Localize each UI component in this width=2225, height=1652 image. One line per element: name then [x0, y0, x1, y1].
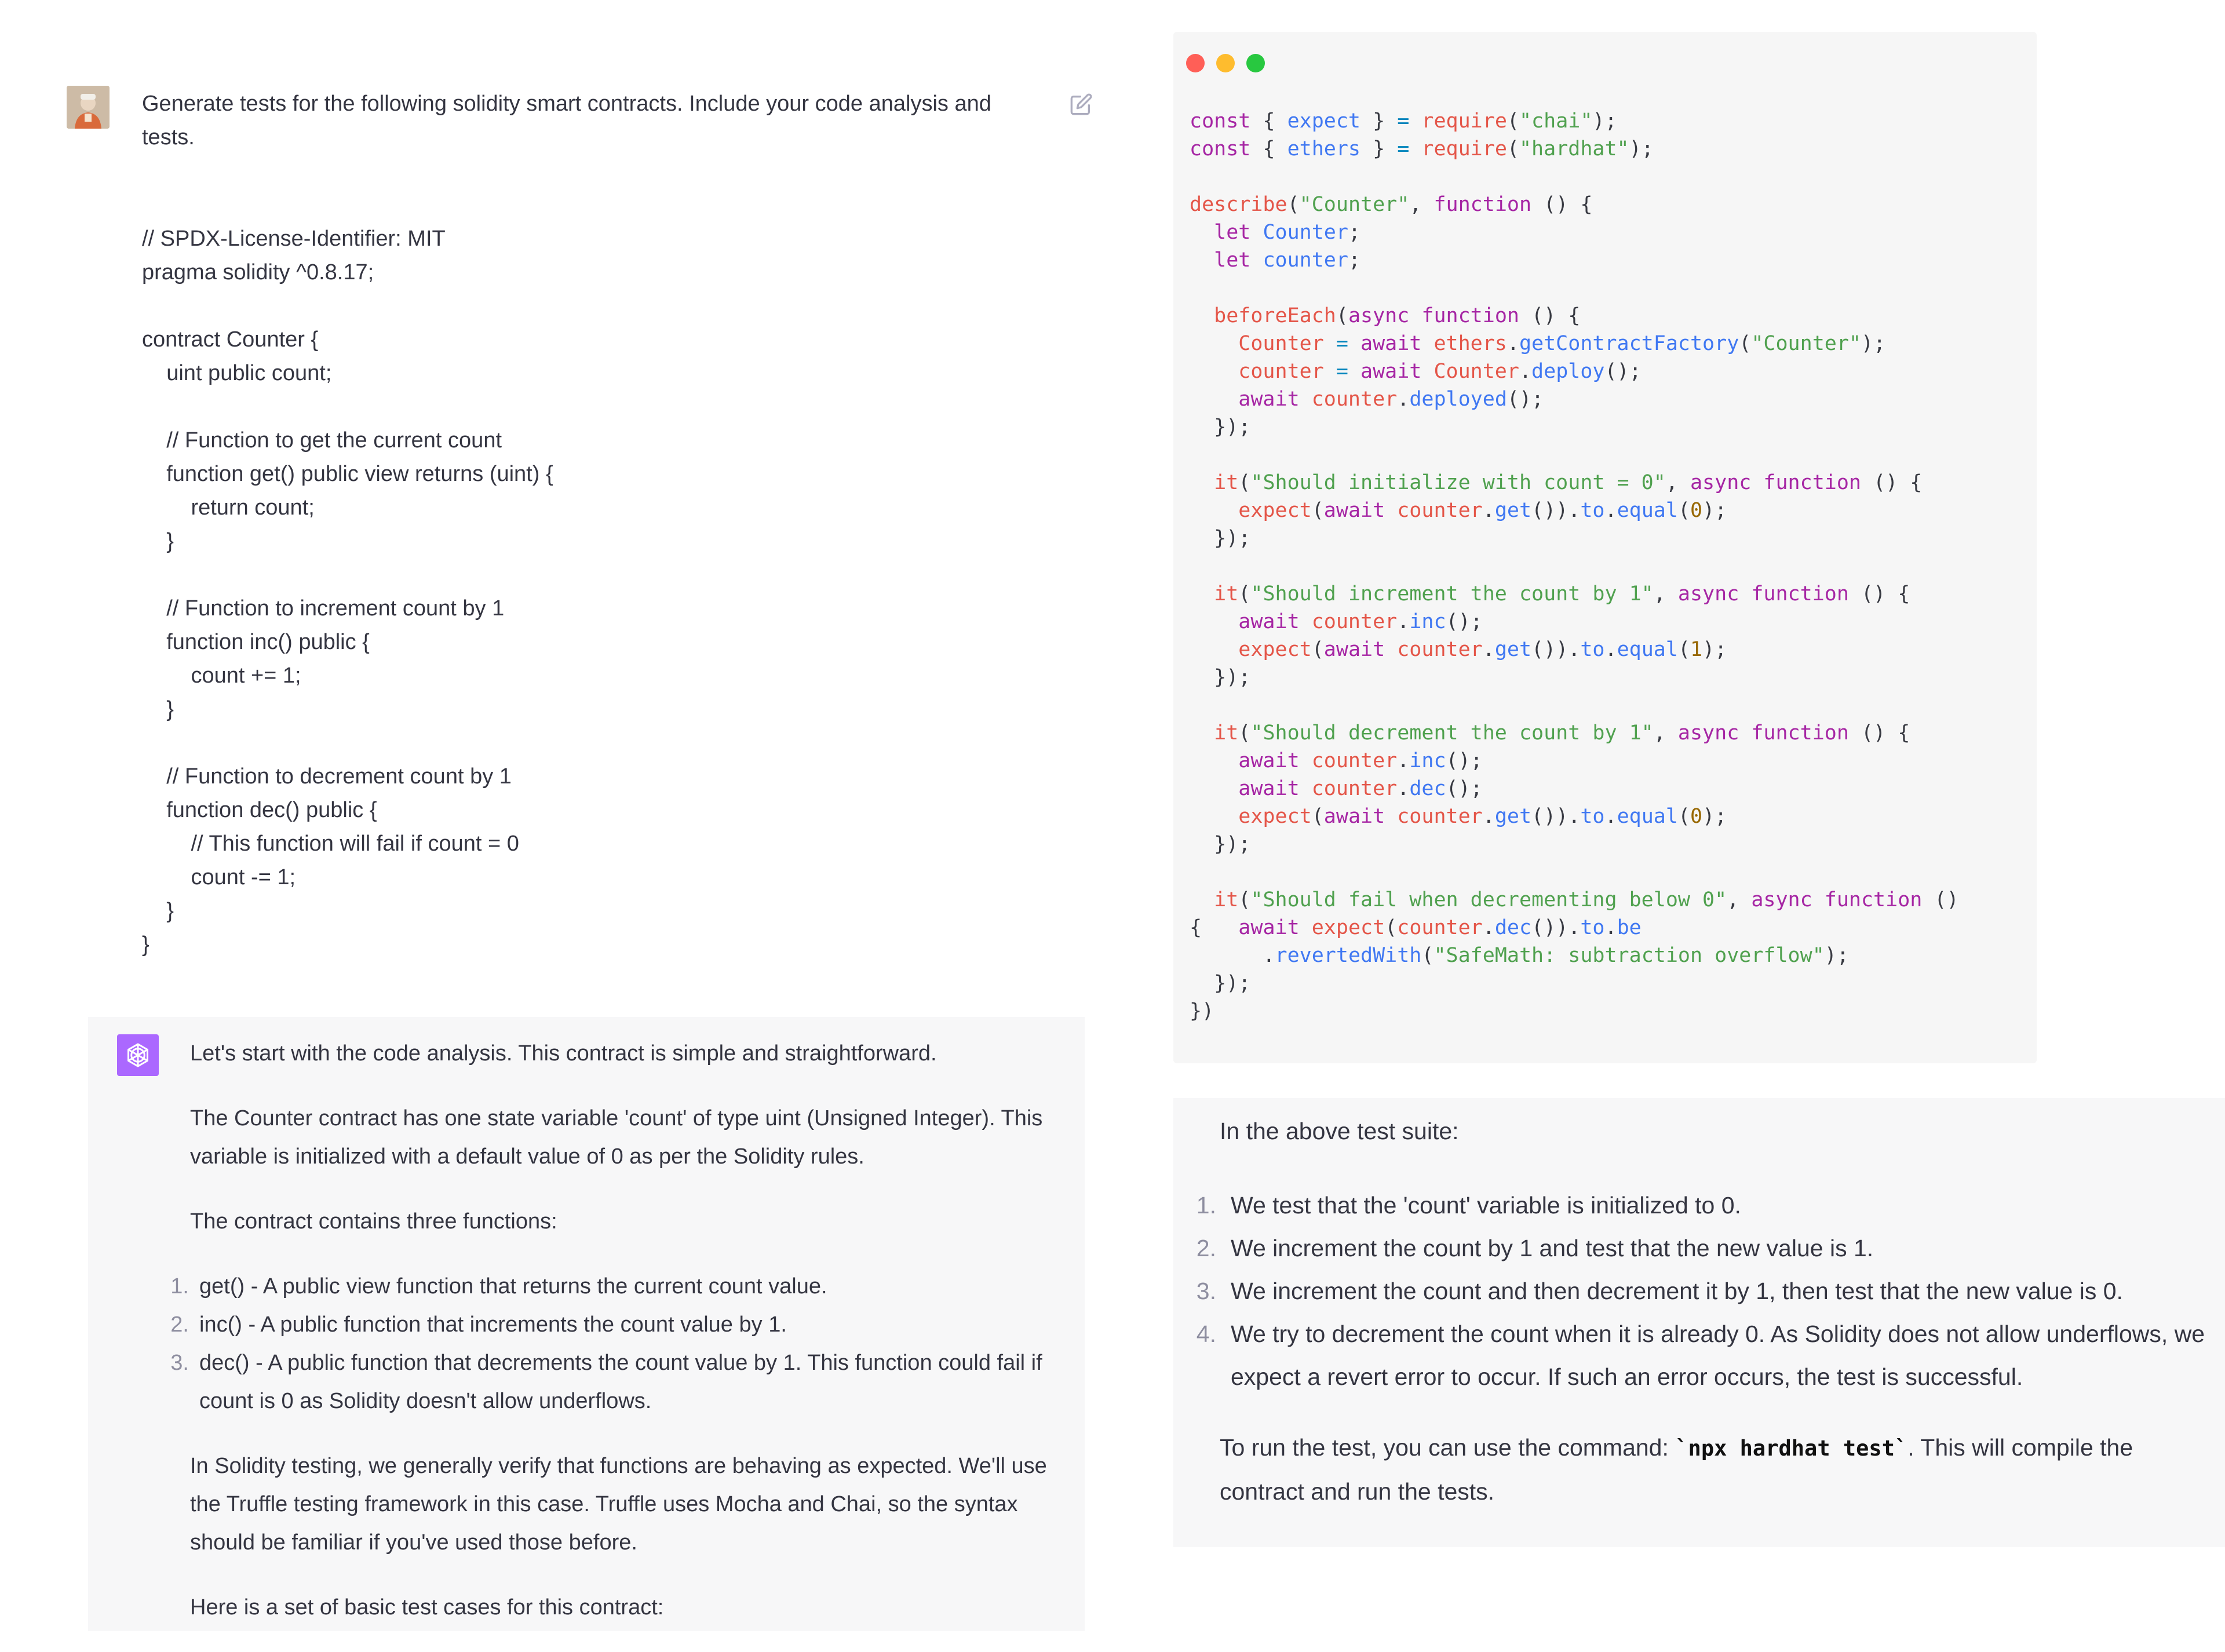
list-number: 3. [1196, 1278, 1216, 1304]
code-token: await [1190, 388, 1312, 411]
code-line [1190, 385, 1544, 413]
code-token: = [1397, 110, 1410, 133]
code-line [1190, 135, 1654, 163]
code-token: be [1617, 916, 1642, 939]
code-line [1190, 719, 1910, 747]
code-token: "chai" [1519, 110, 1593, 133]
code-line [1190, 969, 1250, 997]
code-token: ( [1507, 110, 1519, 133]
code-token: () { [1848, 582, 1910, 606]
code-token: . [1604, 499, 1617, 522]
code-token: () { [1848, 721, 1910, 745]
code-token: "Should increment the count by 1" [1250, 582, 1654, 606]
user-prompt-text: Generate tests for the following solidity smart contracts. Include your code analysis and tests. [142, 92, 991, 149]
code-line [1190, 830, 1250, 858]
list-text: We test that the 'count' variable is initialized to 0. [1231, 1192, 1741, 1219]
code-token: await [1360, 332, 1434, 355]
code-token: (); [1446, 777, 1483, 800]
code-token: it [1190, 582, 1239, 606]
code-token: "Counter" [1299, 193, 1410, 216]
code-token: "Should initialize with count = 0" [1250, 471, 1666, 494]
code-line [1190, 358, 1642, 385]
code-token: it [1190, 471, 1239, 494]
assistant-message [88, 1017, 1085, 1631]
code-line: pragma solidity ^0.8.17; [142, 260, 374, 285]
code-token: counter [1311, 749, 1398, 772]
code-token: , [1653, 582, 1678, 606]
code-line [1190, 775, 1483, 803]
list-number: 4. [1196, 1321, 1216, 1347]
code-token: expect [1190, 805, 1312, 828]
code-token: 0 [1690, 805, 1703, 828]
code-token: ( [1336, 304, 1348, 327]
code-token: counter [1263, 249, 1348, 272]
code-token: let [1190, 221, 1263, 244]
code-token: deploy [1531, 360, 1605, 383]
code-token: , [1727, 888, 1752, 911]
code-token: ); [1592, 110, 1617, 133]
code-token: let [1190, 249, 1263, 272]
code-token: ); [1824, 944, 1849, 967]
code-token: . [1397, 777, 1410, 800]
code-token: = [1397, 137, 1410, 161]
code-token: ( [1238, 582, 1251, 606]
tests-intro: Here is a set of basic test cases for this contract: [190, 1595, 664, 1620]
code-token: . [1482, 805, 1495, 828]
code-token: ( [1311, 499, 1324, 522]
code-token: await [1238, 916, 1312, 939]
code-line: count += 1; [142, 663, 301, 688]
list-text: We increment the count by 1 and test that the new value is 1. [1231, 1235, 1874, 1261]
list-number: 2. [1196, 1235, 1216, 1261]
code-token: . [1604, 638, 1617, 661]
code-token: expect [1311, 916, 1385, 939]
code-token: get [1494, 499, 1532, 522]
code-token: . [1604, 805, 1617, 828]
code-token: ( [1421, 944, 1434, 967]
code-token: "Should fail when decrementing below 0" [1250, 888, 1727, 911]
code-token: "Should decrement the count by 1" [1250, 721, 1654, 745]
code-token: require [1421, 110, 1507, 133]
code-token: ( [1287, 193, 1300, 216]
code-token: counter [1190, 360, 1324, 383]
code-token: await [1190, 610, 1312, 633]
minimize-dot-icon[interactable] [1216, 54, 1235, 72]
code-line: // SPDX-License-Identifier: MIT [142, 227, 446, 251]
code-line: return count; [142, 495, 315, 520]
code-token: () { [1519, 304, 1581, 327]
code-token: counter [1397, 638, 1483, 661]
list-number: 2. [170, 1312, 189, 1337]
list-item [1191, 1227, 2211, 1270]
list-number: 3. [170, 1351, 189, 1375]
code-token: counter [1397, 916, 1483, 939]
code-token: equal [1617, 805, 1678, 828]
code-line: } [142, 697, 174, 721]
code-token: counter [1311, 388, 1398, 411]
code-token: }) [1190, 1000, 1214, 1023]
code-line: function dec() public { [142, 798, 377, 822]
code-token: } [1360, 110, 1398, 133]
list-item [166, 1344, 1070, 1420]
code-token: "hardhat" [1519, 137, 1629, 161]
code-token: ( [1238, 721, 1251, 745]
code-line [1190, 524, 1250, 552]
code-token: }); [1190, 415, 1251, 439]
code-token: counter [1311, 777, 1398, 800]
code-token: revertedWith [1275, 944, 1422, 967]
code-token: equal [1617, 638, 1678, 661]
list-text: We increment the count and then decrement it by 1, then test that the new value is 0. [1231, 1278, 2123, 1304]
code-token: . [1519, 360, 1532, 383]
code-token: { [1250, 110, 1287, 133]
code-token: counter [1397, 499, 1483, 522]
code-line [1190, 747, 1483, 775]
code-token: . [1482, 638, 1495, 661]
code-token: await [1323, 805, 1398, 828]
code-token: . [1507, 332, 1519, 355]
code-token: to [1580, 499, 1605, 522]
code-window [1173, 32, 2037, 1063]
run-instructions [1220, 1426, 2205, 1513]
code-token: beforeEach [1190, 304, 1336, 327]
code-token: ( [1677, 805, 1691, 828]
code-token: to [1580, 916, 1605, 939]
code-line [1190, 302, 1580, 330]
code-token: it [1190, 721, 1239, 745]
code-token: ( [1311, 805, 1324, 828]
code-line: // This function will fail if count = 0 [142, 832, 519, 856]
code-token: getContractFactory [1519, 332, 1739, 355]
code-token: async function [1751, 888, 1923, 911]
code-token: Counter [1190, 332, 1324, 355]
code-token: it [1190, 888, 1239, 911]
code-line [1190, 497, 1727, 524]
list-item [1191, 1184, 2211, 1227]
code-token: ); [1702, 499, 1727, 522]
code-token: (); [1446, 749, 1483, 772]
code-token: . [1190, 944, 1275, 967]
code-token: await [1360, 360, 1434, 383]
code-token: counter [1311, 610, 1398, 633]
code-token: { [1250, 137, 1287, 161]
code-token: expect [1190, 499, 1312, 522]
code-token: get [1494, 638, 1532, 661]
code-token: { [1190, 916, 1239, 939]
code-token: }); [1190, 666, 1251, 689]
code-token: ( [1677, 638, 1691, 661]
code-token: ( [1311, 638, 1324, 661]
code-token: await [1190, 749, 1312, 772]
code-token: }); [1190, 972, 1251, 995]
testing-paragraph: In Solidity testing, we generally verify that functions are behaving as expected. We'll use the Truffle testing framework in this case. Truffle uses Mocha and Chai, so the syntax should be familiar if you've used those before. [190, 1454, 1047, 1555]
code-token: ()). [1531, 499, 1581, 522]
code-token: ()). [1531, 916, 1581, 939]
code-line [1190, 636, 1727, 663]
code-token: . [1397, 388, 1410, 411]
code-token: async function [1348, 304, 1519, 327]
code-token: , [1409, 193, 1434, 216]
code-line [1190, 107, 1617, 135]
code-token: () [1922, 888, 1959, 911]
code-token: deployed [1409, 388, 1507, 411]
list-item [1191, 1312, 2211, 1398]
functions-intro: The contract contains three functions: [190, 1209, 557, 1234]
code-token: } [1360, 137, 1398, 161]
code-token: ( [1238, 888, 1251, 911]
user-message [0, 0, 1089, 1017]
code-token: await [1323, 499, 1398, 522]
run-command: `npx hardhat test` [1675, 1436, 1908, 1461]
run-suffix: . This will compile the contract and run the tests. [1220, 1434, 2133, 1505]
list-number: 1. [1196, 1192, 1216, 1219]
code-token: 0 [1690, 499, 1703, 522]
code-token: const [1190, 110, 1251, 133]
code-line [1190, 886, 1959, 914]
code-token: . [1397, 749, 1410, 772]
code-token: = [1323, 332, 1361, 355]
openai-logo-icon [117, 1034, 159, 1076]
code-token: ( [1507, 137, 1519, 161]
code-line: contract Counter { [142, 327, 319, 352]
list-item [166, 1305, 1070, 1344]
explanation-message [1173, 1098, 2225, 1547]
code-token: inc [1409, 610, 1446, 633]
code-line [1190, 218, 1360, 246]
code-token: async function [1677, 582, 1849, 606]
analysis-intro: Let's start with the code analysis. This contract is simple and straightforward. [190, 1041, 937, 1066]
close-dot-icon[interactable] [1186, 54, 1205, 72]
code-token: (); [1446, 610, 1483, 633]
code-token: dec [1409, 777, 1446, 800]
code-token: to [1580, 805, 1605, 828]
code-token: ( [1238, 471, 1251, 494]
code-line: } [142, 899, 174, 923]
code-token: await [1190, 777, 1312, 800]
code-token [1409, 110, 1421, 133]
code-line [1190, 803, 1727, 830]
code-token: , [1665, 471, 1690, 494]
code-token [1409, 137, 1421, 161]
list-number: 1. [170, 1274, 189, 1299]
code-line: } [142, 529, 174, 553]
explanation-intro: In the above test suite: [1220, 1118, 1459, 1144]
code-token: (); [1604, 360, 1642, 383]
code-token: "Counter" [1751, 332, 1861, 355]
code-token: ; [1348, 249, 1361, 272]
state-variable-paragraph: The Counter contract has one state variable 'count' of type uint (Unsigned Integer). This variable is initialized with a default value of 0 as per the Solidity rules. [190, 1106, 1043, 1169]
code-line [1190, 942, 1849, 969]
code-token: get [1494, 805, 1532, 828]
code-token: function [1434, 193, 1532, 216]
code-token: inc [1409, 749, 1446, 772]
code-line: // Function to increment count by 1 [142, 596, 505, 621]
code-token: ; [1348, 221, 1361, 244]
code-token: }); [1190, 527, 1251, 550]
code-line: function get() public view returns (uint) { [142, 462, 553, 486]
list-item [1191, 1270, 2211, 1312]
code-token: ( [1677, 499, 1691, 522]
list-item [166, 1267, 1070, 1305]
code-token: . [1397, 610, 1410, 633]
code-token: const [1190, 137, 1251, 161]
code-token: counter [1397, 805, 1483, 828]
code-line [1190, 608, 1483, 636]
code-line [1190, 914, 1642, 942]
code-token: "SafeMath: subtraction overflow" [1434, 944, 1825, 967]
code-line [1190, 997, 1214, 1025]
code-token: ( [1739, 332, 1752, 355]
code-token: . [1604, 916, 1617, 939]
code-line [1190, 663, 1250, 691]
code-line: count -= 1; [142, 865, 296, 889]
code-line [1190, 580, 1910, 608]
code-token: (); [1507, 388, 1544, 411]
code-line: uint public count; [142, 361, 332, 385]
edit-icon[interactable] [1070, 93, 1093, 116]
code-token: async function [1690, 471, 1861, 494]
list-text: dec() - A public function that decrements the count value by 1. This function could fail if count is 0 as Solidity doesn't allow underflows. [199, 1351, 1042, 1413]
code-token: () { [1531, 193, 1593, 216]
code-token: ); [1702, 638, 1727, 661]
code-token: async function [1677, 721, 1849, 745]
code-token: ); [1702, 805, 1727, 828]
code-line [1190, 191, 1592, 218]
code-token: = [1323, 360, 1361, 383]
user-avatar [67, 86, 110, 129]
code-token: dec [1494, 916, 1532, 939]
code-line: function inc() public { [142, 630, 370, 654]
code-token: ()). [1531, 638, 1581, 661]
code-token: () { [1861, 471, 1923, 494]
code-line: } [142, 932, 149, 957]
code-token: Counter [1263, 221, 1348, 244]
code-token: expect [1287, 110, 1361, 133]
list-text: inc() - A public function that increments the count value by 1. [199, 1312, 787, 1337]
code-token: 1 [1690, 638, 1703, 661]
code-token: ()). [1531, 805, 1581, 828]
code-line: // Function to decrement count by 1 [142, 764, 512, 789]
code-token: describe [1190, 193, 1287, 216]
code-token: Counter [1434, 360, 1519, 383]
code-token: require [1421, 137, 1507, 161]
code-token: . [1482, 916, 1495, 939]
code-token: to [1580, 638, 1605, 661]
code-line: // Function to get the current count [142, 428, 502, 453]
code-token: ethers [1434, 332, 1507, 355]
code-token: await [1323, 638, 1398, 661]
list-text: get() - A public view function that returns the current count value. [199, 1274, 827, 1299]
code-token: . [1482, 499, 1495, 522]
code-token: ); [1629, 137, 1654, 161]
code-token: ethers [1287, 137, 1361, 161]
code-token: ( [1385, 916, 1398, 939]
maximize-dot-icon[interactable] [1246, 54, 1265, 72]
code-line [1190, 469, 1922, 497]
code-token: }); [1190, 833, 1251, 856]
code-token: expect [1190, 638, 1312, 661]
run-prefix: To run the test, you can use the command: [1220, 1434, 1676, 1461]
list-text: We try to decrement the count when it is already 0. As Solidity does not allow underflows, we expect a revert error to occur. If such an error occurs, the test is successful. [1231, 1321, 2205, 1390]
code-token: ); [1861, 332, 1886, 355]
code-line [1190, 246, 1360, 274]
code-token: , [1653, 721, 1678, 745]
code-line [1190, 330, 1885, 358]
code-token: equal [1617, 499, 1678, 522]
code-line [1190, 413, 1250, 441]
